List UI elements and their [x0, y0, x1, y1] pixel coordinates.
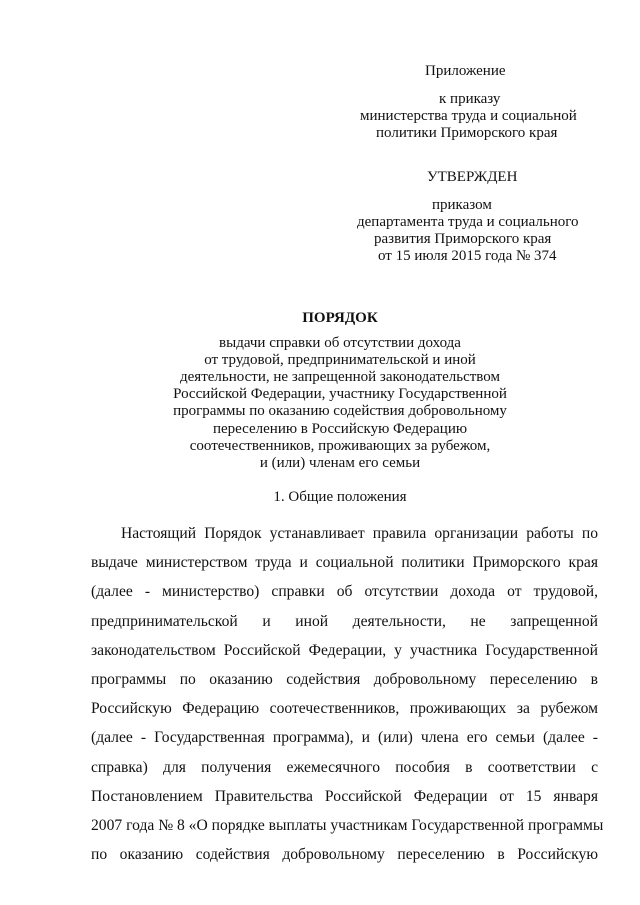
body-line: (далее - министерство) справки об отсутствии дохода от трудовой, [91, 583, 598, 601]
body-line: программы по оказанию содействия добровольному переселению в [91, 670, 598, 688]
body-paragraph [91, 519, 604, 869]
approved-line-1: приказом [432, 197, 492, 213]
title-line: Российской Федерации, участнику Государственной [173, 386, 507, 402]
body-line: выдаче министерством труда и социальной политики Приморского края [91, 554, 598, 572]
body-line: по оказанию содействия добровольному переселению в Российскую [91, 846, 598, 864]
body-line: 2007 года № 8 «О порядке выплаты участникам Государственной программы [91, 816, 604, 834]
title-line: переселению в Российскую Федерацию [212, 421, 468, 437]
body-line: Постановлением Правительства Российской Федерации от 15 января [91, 787, 598, 805]
body-line: предпринимательской и иной деятельности, не запрещенной [91, 612, 598, 630]
section-heading: 1. Общие положения [273, 489, 407, 505]
title-line: программы по оказанию содействия добровольному [173, 403, 507, 419]
title-line: деятельности, не запрещенной законодательством [180, 369, 500, 385]
title-line: выдачи справки об отсутствии дохода [219, 335, 461, 351]
appendix-line-3: политики Приморского края [376, 125, 558, 141]
approved-line-4: от 15 июля 2015 года № 374 [378, 248, 557, 264]
appendix-label: Приложение [425, 63, 506, 79]
body-line: Российскую Федерацию соотечественников, проживающих за рубежом [91, 700, 598, 718]
title-line: от трудовой, предпринимательской и иной [204, 352, 476, 368]
title-line: соотечественников, проживающих за рубежом, [189, 438, 491, 454]
body-line: законодательством Российской Федерации, у участника Государственной [91, 641, 598, 659]
body-line: Настоящий Порядок устанавливает правила организации работы по [121, 525, 598, 542]
approved-label: УТВЕРЖДЕН [427, 169, 518, 185]
document-title: ПОРЯДОК [302, 310, 378, 326]
body-line: справка) для получения ежемесячного пособия в соответствии с [91, 758, 598, 776]
body-line: (далее - Государственная программа), и (или) члена его семьи (далее - [91, 729, 598, 747]
approved-line-3: развития Приморского края [374, 231, 552, 247]
appendix-line-2: министерства труда и социальной [360, 108, 577, 124]
approved-line-2: департамента труда и социального [357, 214, 579, 230]
appendix-line-1: к приказу [439, 91, 501, 107]
title-line: и (или) членам его семьи [259, 455, 421, 471]
